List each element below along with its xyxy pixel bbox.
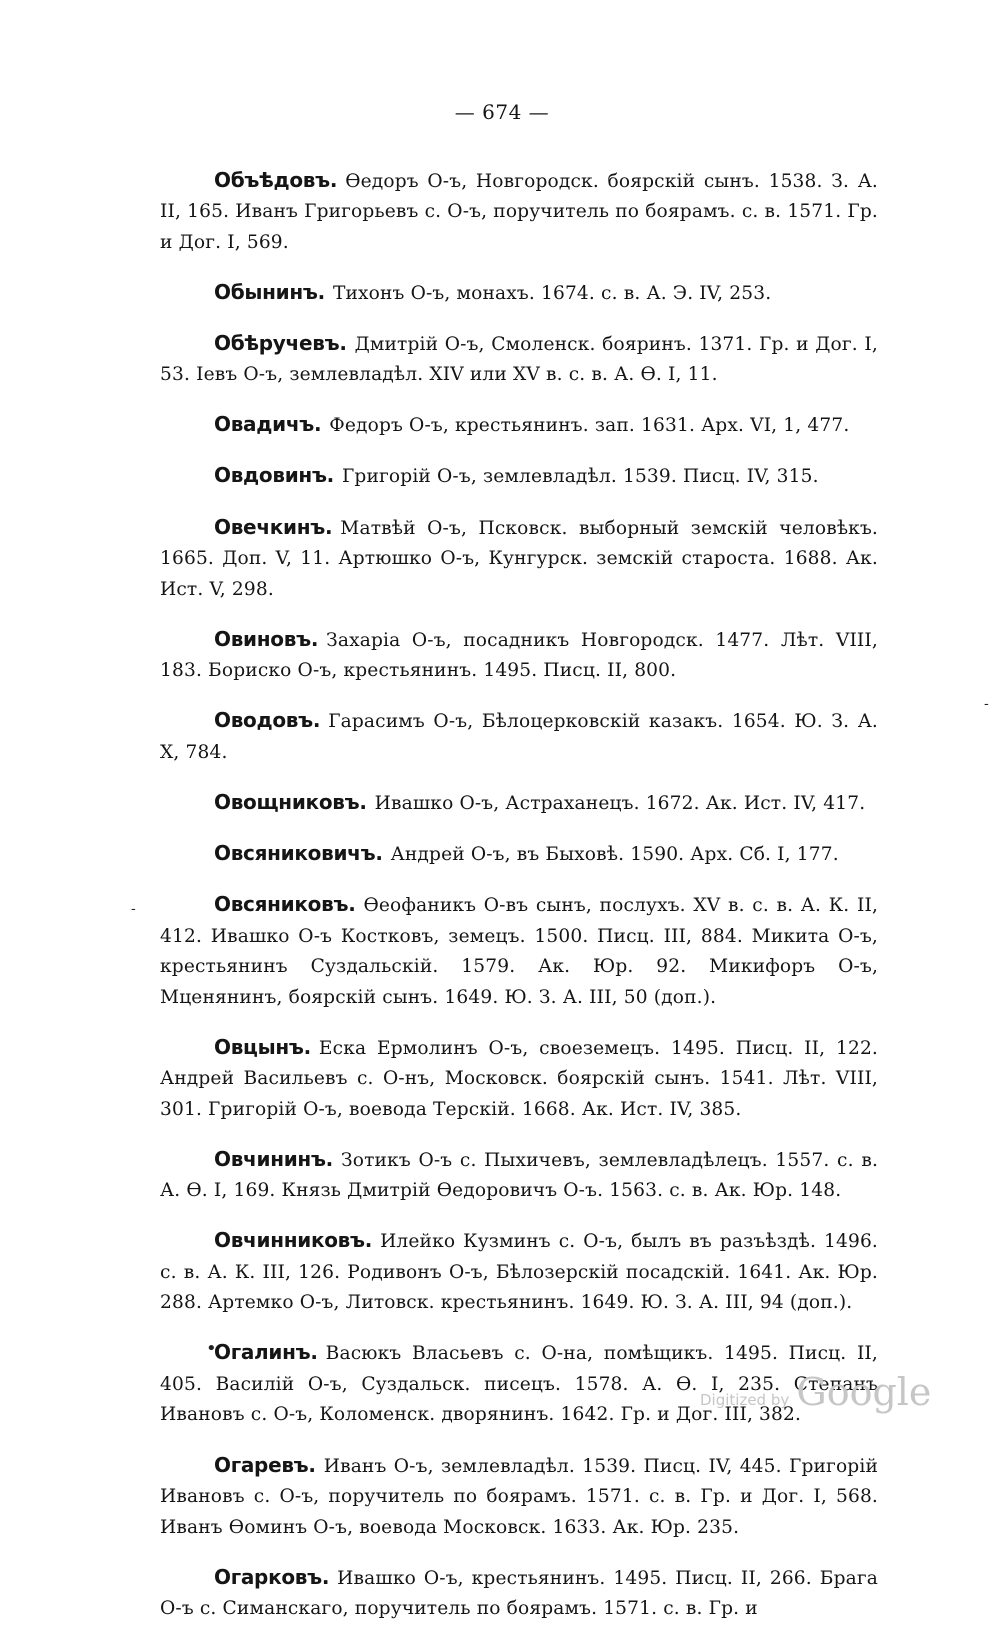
entry	[160, 1450, 878, 1544]
entry-headword: Огаревъ.	[214, 1452, 316, 1477]
entry-text: Федоръ О-ъ, крестьянинъ. зап. 1631. Арх. VI, 1, 477.	[329, 415, 850, 437]
entry-headword: Овцынъ.	[214, 1034, 311, 1059]
entry-headword: Обѣручевъ.	[214, 330, 347, 355]
entry-text: Ѳедоръ О-ъ, Новгородск. боярскій сынъ. 1538. З. А. II, 165. Иванъ Григорьевъ с. О-ъ, поручитель по боярамъ. с. в. 1571. Гр. и Дог. I, 569.	[160, 170, 878, 253]
entry-text: Григорій О-ъ, землевладѣл. 1539. Писц. IV, 315.	[341, 466, 819, 488]
entry-list	[160, 146, 878, 1643]
entry-text: Еска Ермолинъ О-ъ, своеземецъ. 1495. Писц. II, 122. Андрей Васильевъ с. О-нъ, Московск. боярскій сынъ. 1541. Лѣт. VIII, 301. Григорій О-ъ, воевода Терскій. 1668. Ак. Ист. IV, 385.	[160, 1037, 878, 1120]
entry-headword: Объѣдовъ.	[214, 167, 338, 192]
digitized-watermark	[700, 1370, 931, 1414]
entry	[160, 624, 878, 687]
entry	[160, 705, 878, 768]
entry-headword: Овадичъ.	[214, 412, 322, 437]
entry-text: Гарасимъ О-ъ, Бѣлоцерковскій казакъ. 1654. Ю. З. А. X, 784.	[160, 711, 878, 763]
entry-headword: Огарковъ.	[214, 1564, 330, 1589]
page-number: — 674 —	[454, 100, 550, 124]
entry-text: Ѳеофаникъ О-въ сынъ, послухъ. XV в. с. в. А. К. II, 412. Ивашко О-ъ Костковъ, земецъ. 1500. Писц. III, 884. Микита О-ъ, крестьянинъ Суздальскій. 1579. Ак. Юр. 92. Микифоръ О-ъ, Мценянинъ, боярскій сынъ. 1649. Ю. З. А. III, 50 (доп.).	[160, 895, 878, 1008]
entry-headword: Оводовъ.	[214, 708, 321, 733]
entry-text: Андрей О-ъ, въ Быховѣ. 1590. Арх. Сб. I, 177.	[390, 843, 839, 865]
entry-text: Ивашко О-ъ, Астраханецъ. 1672. Ак. Ист. IV, 417.	[374, 792, 866, 814]
entry-headword: Овечкинъ.	[214, 514, 333, 539]
entry-text: Ивашко О-ъ, крестьянинъ. 1495. Писц. II, 266. Брага О-ъ с. Симанскаго, поручитель по боярамъ. 1571. с. в. Гр. и	[160, 1567, 878, 1620]
scan-speck: -	[984, 696, 989, 712]
entry-headword: Обынинъ.	[214, 279, 325, 304]
entry	[160, 889, 878, 1013]
entry-text: Зотикъ О-ъ с. Пыхичевъ, землевладѣлецъ. 1557. с. в. А. Ѳ. I, 169. Князь Дмитрій Ѳедоровичъ О-ъ. 1563. с. в. Ак. Юр. 148.	[160, 1149, 878, 1202]
entry-text: Илейко Кузминъ с. О-ъ, былъ въ разъѣздѣ. 1496. с. в. А. К. III, 126. Родивонъ О-ъ, Бѣлозерскій посадскій. 1641. Ак. Юр. 288. Артемко О-ъ, Литовск. крестьянинъ. 1649. Ю. З. А. III, 94 (доп.).	[160, 1231, 878, 1314]
entry	[160, 277, 878, 310]
entry	[160, 1225, 878, 1319]
entry-text: Тихонъ О-ъ, монахъ. 1674. с. в. А. Э. IV, 253.	[332, 282, 772, 304]
entry	[160, 328, 878, 391]
entry-headword: Огалинъ.	[214, 1340, 318, 1365]
entry-headword: Овощниковъ.	[214, 789, 367, 814]
entry	[160, 460, 878, 493]
entry	[160, 1144, 878, 1207]
scan-speck: -	[131, 901, 136, 917]
entry-headword: Овсяниковъ.	[214, 892, 356, 917]
watermark-logo: Google	[796, 1370, 932, 1414]
entry-text: Матвѣй О-ъ, Псковск. выборный земскій человѣкъ. 1665. Доп. V, 11. Артюшко О-ъ, Кунгурск. земскій староста. 1688. Ак. Ист. V, 298.	[160, 517, 878, 600]
entry	[160, 787, 878, 820]
entry	[160, 409, 878, 442]
entry-text: Дмитрій О-ъ, Смоленск. бояринъ. 1371. Гр. и Дог. I, 53. Іевъ О-ъ, землевладѣл. XIV или XV в. с. в. А. Ѳ. I, 11.	[160, 333, 878, 386]
entry-headword: Овдовинъ.	[214, 463, 334, 488]
entry-headword: Овчининъ.	[214, 1146, 333, 1171]
entry	[160, 1562, 878, 1625]
entry	[160, 1032, 878, 1126]
scan-speck: •	[206, 1338, 217, 1359]
entry-text: Захаріа О-ъ, посадникъ Новгородск. 1477. Лѣт. VIII, 183. Бориско О-ъ, крестьянинъ. 1495. Писц. II, 800.	[160, 629, 878, 682]
entry	[160, 838, 878, 871]
watermark-prefix: Digitized by	[700, 1391, 790, 1409]
entry	[160, 165, 878, 259]
entry-headword: Овиновъ.	[214, 626, 319, 651]
entry-headword: Овчинниковъ.	[214, 1228, 373, 1253]
entry-text: Васюкъ Власьевъ с. О-на, помѣщикъ. 1495. Писц. II, 405. Василій О-ъ, Суздальск. писецъ. 1578. А. Ѳ. I, 235. Степанъ Ивановъ с. О-ъ, Коломенск. дворянинъ. 1642. Гр. и Дог. III, 382.	[160, 1343, 878, 1426]
entry-text: Иванъ О-ъ, землевладѣл. 1539. Писц. IV, 445. Григорій Ивановъ с. О-ъ, поручитель по боярамъ. 1571. с. в. Гр. и Дог. I, 568. Иванъ Ѳоминъ О-ъ, воевода Московск. 1633. Ак. Юр. 235.	[160, 1455, 878, 1538]
entry-headword: Овсяниковичъ.	[214, 840, 383, 865]
entry	[160, 512, 878, 606]
